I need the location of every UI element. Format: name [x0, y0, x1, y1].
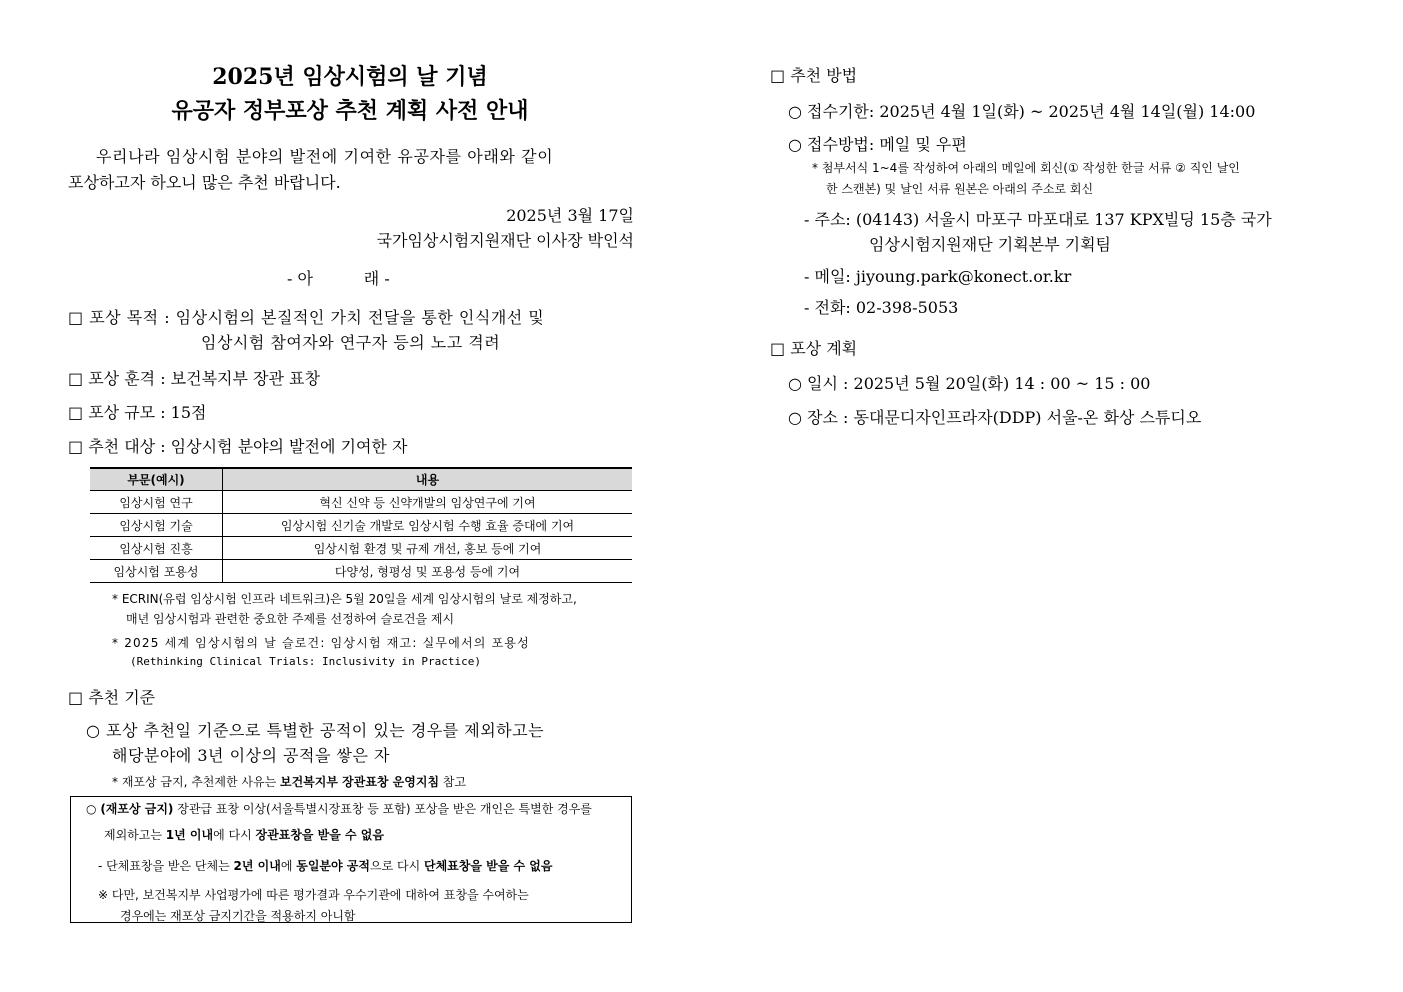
table-header: 부문(예시)	[90, 468, 223, 491]
table-cell: 다양성, 형평성 및 포용성 등에 기여	[223, 560, 633, 583]
criteria-note: * 재포상 금지, 추천제한 사유는 보건복지부 장관표창 운영지침 참고	[112, 775, 467, 789]
method-note-2: 한 스캔본) 및 날인 서류 원본은 아래의 주소로 회신	[826, 182, 1094, 196]
category-table	[90, 467, 632, 583]
method-heading: □ 추천 방법	[770, 66, 858, 85]
title-line1: 2025년 임상시험의 날 기념	[212, 64, 488, 90]
note-slogan-2: (Rethinking Clinical Trials: Inclusivity in Practice)	[130, 655, 481, 668]
method-phone: - 전화: 02-398-5053	[804, 298, 959, 317]
table-row	[90, 560, 632, 583]
below-marker: - 아 래 -	[287, 269, 390, 288]
method-address-1: - 주소: (04143) 서울시 마포구 마포대로 137 KPX빌딩 15층 국가	[804, 210, 1272, 229]
purpose-line2: 임상시험 참여자와 연구자 등의 노고 격려	[201, 333, 501, 352]
intro-line2: 포상하고자 하오니 많은 추천 바랍니다.	[68, 173, 341, 192]
criteria-heading: □ 추천 기준	[68, 688, 156, 707]
table-header-row	[90, 468, 632, 491]
box-line4: ※ 다만, 보건복지부 사업평가에 따른 평가결과 우수기관에 대하여 표창을 수여하는	[98, 888, 529, 902]
method-note-1: * 첨부서식 1~4를 작성하여 아래의 메일에 회신(① 작성한 한글 서류 ② 직인 날인	[812, 161, 1240, 175]
method-email: - 메일: jiyoung.park@konect.or.kr	[804, 267, 1072, 286]
scale-item: □ 포상 규모 : 15점	[68, 403, 207, 422]
box-line1: ○ (재포상 금지) 장관급 표창 이상(서울특별시장표창 등 포함) 포상을 받은 개인은 특별한 경우를	[86, 802, 592, 816]
award-item: □ 포상 훈격 : 보건복지부 장관 표창	[68, 369, 320, 388]
intro-date: 2025년 3월 17일	[506, 206, 634, 225]
plan-date: ○ 일시 : 2025년 5월 20일(화) 14 : 00 ~ 15 : 00	[788, 374, 1151, 393]
plan-place: ○ 장소 : 동대문디자인프라자(DDP) 서울-온 화상 스튜디오	[788, 408, 1202, 427]
table-cell: 임상시험 기술	[90, 514, 223, 537]
box-line5: 경우에는 재포상 금지기간을 적용하지 아니함	[120, 909, 356, 923]
table-cell: 임상시험 연구	[90, 491, 223, 514]
table-cell: 임상시험 포용성	[90, 560, 223, 583]
table-cell: 임상시험 진흥	[90, 537, 223, 560]
box-line3: - 단체표창을 받은 단체는 2년 이내에 동일분야 공적으로 다시 단체표창을 받을 수 없음	[98, 859, 553, 873]
method-period: ○ 접수기한: 2025년 4월 1일(화) ~ 2025년 4월 14일(월) 14:00	[788, 102, 1256, 121]
plan-heading: □ 포상 계획	[770, 339, 858, 358]
table-row	[90, 491, 632, 514]
note-ecrin-2: 매년 임상시험과 관련한 중요한 주제를 선정하여 슬로건을 제시	[126, 612, 455, 626]
purpose-line1: □ 포상 목적 : 임상시험의 본질적인 가치 전달을 통한 인식개선 및	[68, 308, 545, 327]
table-header: 내용	[223, 468, 633, 491]
table-cell: 혁신 신약 등 신약개발의 임상연구에 기여	[223, 491, 633, 514]
table-cell: 임상시험 환경 및 규제 개선, 홍보 등에 기여	[223, 537, 633, 560]
criteria-line1: ○ 포상 추천일 기준으로 특별한 공적이 있는 경우를 제외하고는	[86, 721, 545, 740]
intro-signer: 국가임상시험지원재단 이사장 박인석	[376, 231, 634, 250]
box-line2: 제외하고는 1년 이내에 다시 장관표창을 받을 수 없음	[104, 828, 384, 842]
table-row	[90, 537, 632, 560]
title-line2: 유공자 정부포상 추천 계획 사전 안내	[171, 98, 529, 124]
note-slogan-1: * 2025 세계 임상시험의 날 슬로건: 임상시험 재고: 실무에서의 포용성	[112, 636, 530, 650]
table-cell: 임상시험 신기술 개발로 임상시험 수행 효율 증대에 기여	[223, 514, 633, 537]
criteria-line2: 해당분야에 3년 이상의 공적을 쌓은 자	[112, 746, 390, 765]
table-row	[90, 514, 632, 537]
method-way: ○ 접수방법: 메일 및 우편	[788, 135, 967, 154]
target-item: □ 추천 대상 : 임상시험 분야의 발전에 기여한 자	[68, 437, 408, 456]
method-address-2: 임상시험지원재단 기획본부 기획팀	[869, 235, 1112, 254]
note-ecrin-1: * ECRIN(유럽 임상시험 인프라 네트워크)은 5월 20일을 세계 임상시험의 날로 제정하고,	[112, 592, 577, 606]
intro-line1: 우리나라 임상시험 분야의 발전에 기여한 유공자를 아래와 같이	[96, 147, 554, 166]
